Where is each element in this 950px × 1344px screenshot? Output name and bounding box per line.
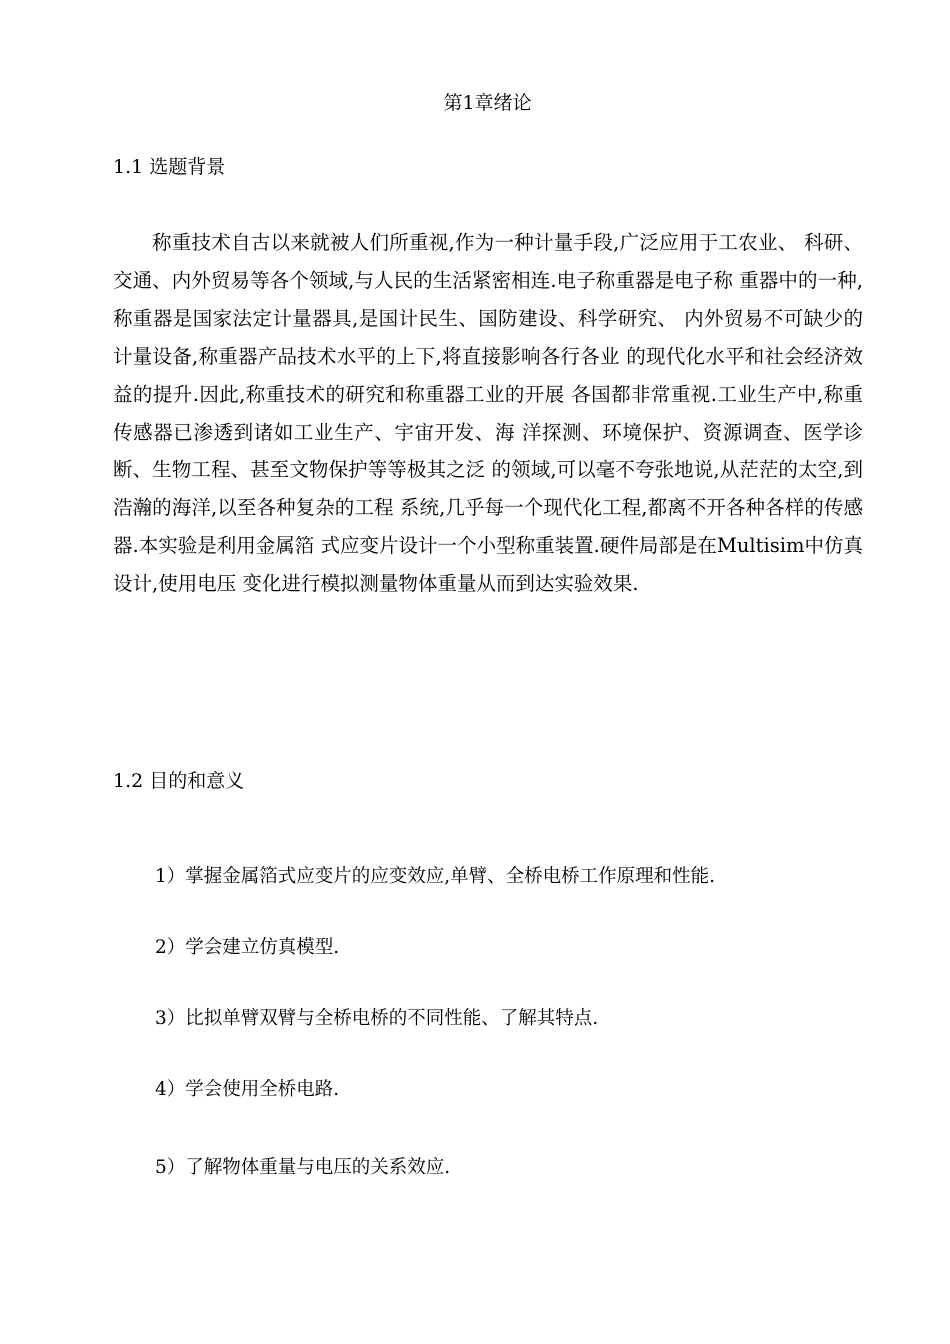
purpose-list-item-1: 1）掌握金属箔式应变片的应变效应,单臂、全桥电桥工作原理和性能.	[155, 866, 716, 887]
section-heading-background: 1.1 选题背景	[113, 156, 226, 178]
section-heading-purpose: 1.2 目的和意义	[113, 770, 245, 792]
purpose-list-item-2: 2）学会建立仿真模型.	[155, 937, 340, 958]
purpose-list-item-5: 5）了解物体重量与电压的关系效应.	[155, 1157, 451, 1178]
background-paragraph: 称重技术自古以来就被人们所重视,作为一种计量手段,广泛应用于工农业、 科研、交通、内外贸易等各个领域,与人民的生活紧密相连.电子称重器是电子称 重器中的一种,称重器是国家法定计量器具,是国计民生、国防建设、科学研究、 内外贸易不可缺少的计量设备,称重器产品技术水平的上下,将直接影响各行各业 的现代化水平和社会经济效益的提升.因此,称重技术的研究和称重器工业的开展 各国都非常重视.工业生产中,称重传感器已渗透到诸如工业生产、宇宙开发、海 洋探测、环境保护、资源调查、医学诊断、生物工程、甚至文物保护等等极其之泛 的领域,可以毫不夸张地说,从茫茫的太空,到浩瀚的海洋,以至各种复杂的工程 系统,几乎每一个现代化工程,都离不开各种各样的传感器.本实验是利用金属箔 式应变片设计一个小型称重装置.硬件局部是在Multisim中仿真设计,使用电压 变化进行模拟测量物体重量从而到达实验效果.	[113, 231, 863, 596]
purpose-list-item-3: 3）比拟单臂双臂与全桥电桥的不同性能、了解其特点.	[155, 1008, 599, 1029]
purpose-list-item-4: 4）学会使用全桥电路.	[155, 1079, 340, 1100]
chapter-title: 第1章绪论	[443, 92, 532, 114]
